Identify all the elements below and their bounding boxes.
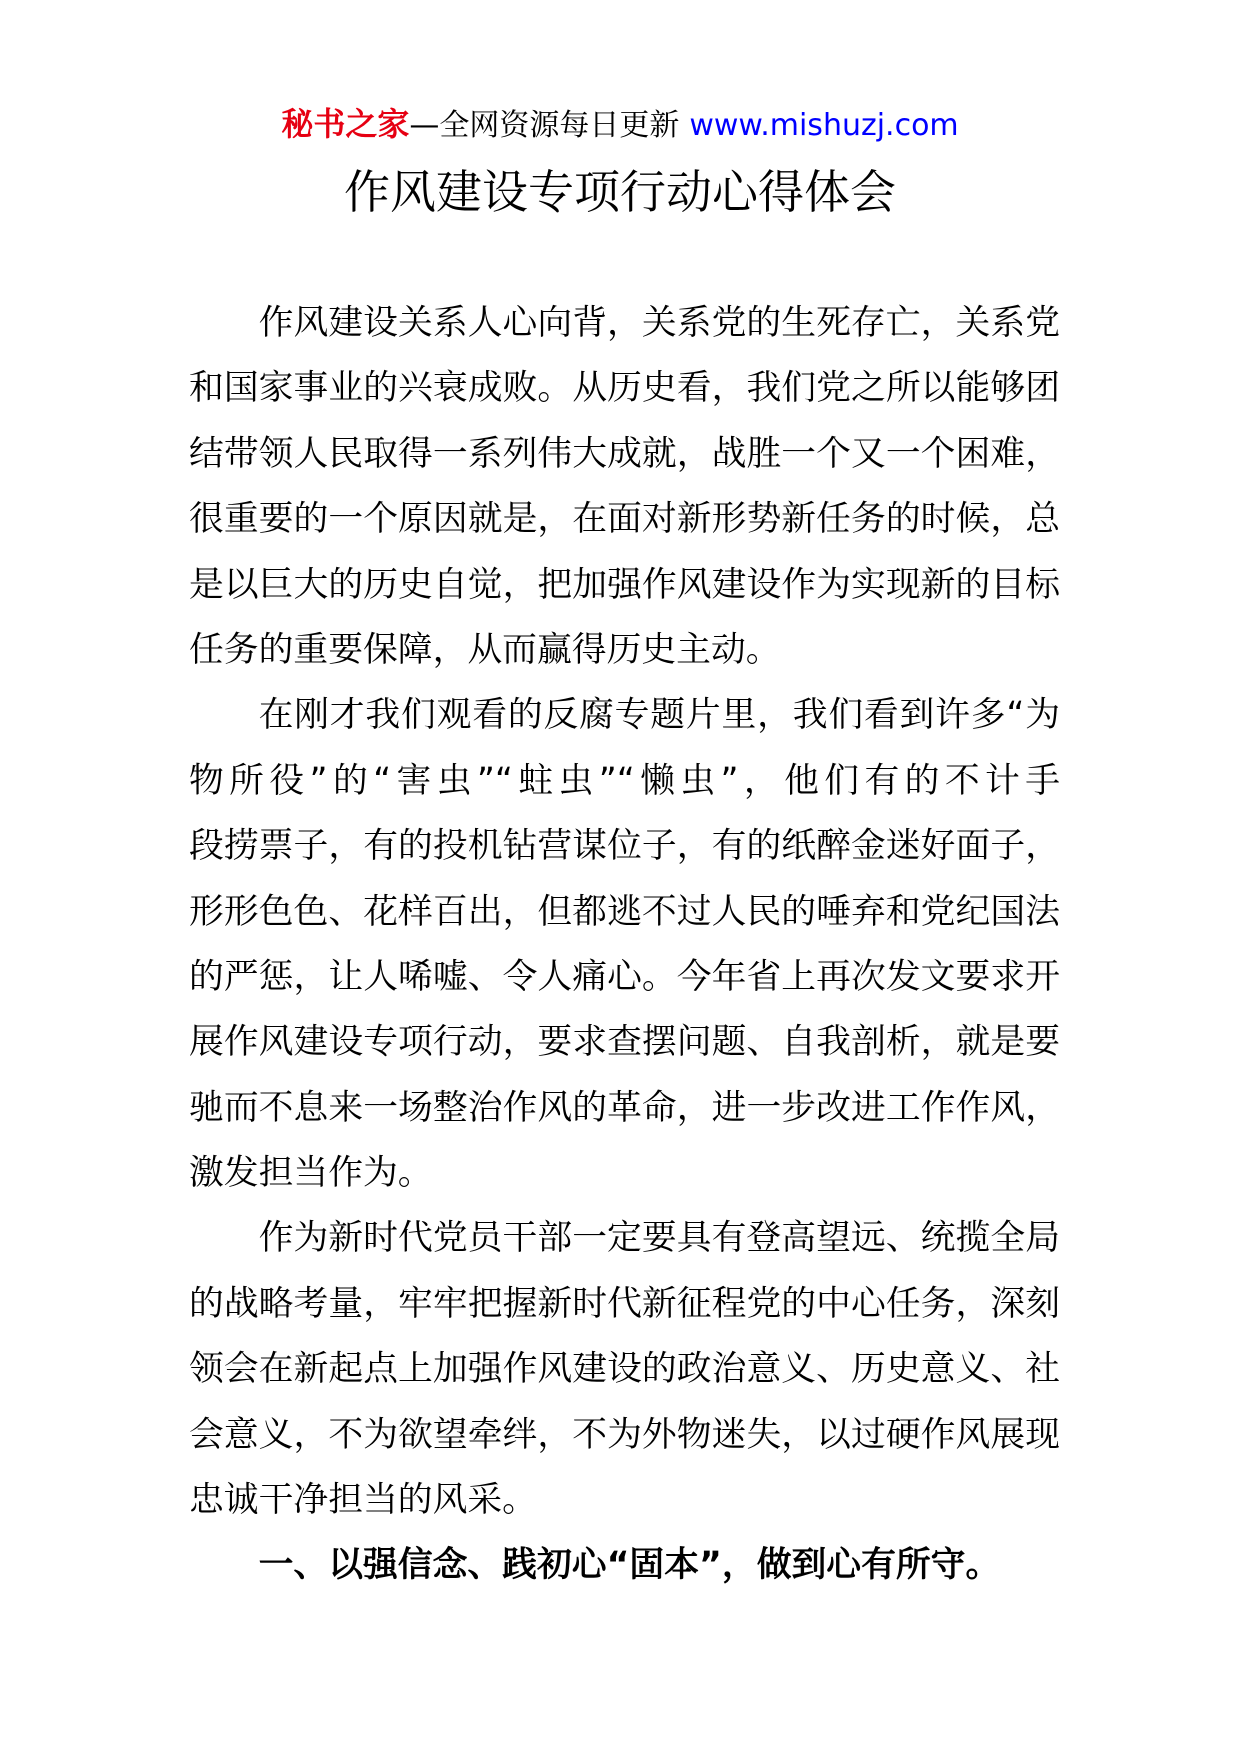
site-banner [0,104,1240,144]
site-url-link[interactable]: www.mishuzj.com [689,108,959,143]
section-heading: 一、以强信念、践初心“固本”，做到心有所守。 [258,1545,1001,1586]
paragraph [189,291,1060,683]
paragraph-line: 的战略考量，牢牢把握新时代新征程党的中心任务，深刻 [189,1283,1060,1324]
paragraph-line: 段捞票子，有的投机钻营谋位子，有的纸醉金迷好面子， [189,826,1060,867]
document-body [189,291,1060,1599]
paragraph [189,1206,1060,1533]
paragraph-line: 激发担当作为。 [189,1153,433,1194]
paragraph-line: 领会在新起点上加强作风建设的政治意义、历史意义、社 [189,1349,1060,1390]
paragraph-line: 任务的重要保障，从而赢得历史主动。 [189,629,781,670]
paragraph-line: 作风建设关系人心向背，关系党的生死存亡，关系党 [258,303,1060,343]
paragraph-line: 在刚才我们观看的反腐专题片里，我们看到许多“为 [258,695,1060,736]
paragraph-line: 物所役”的“害虫”“蛀虫”“懒虫”，他们有的不计手 [189,760,1060,801]
paragraph-line: 作为新时代党员干部一定要具有登高望远、统揽全局 [258,1218,1060,1259]
paragraph-line: 结带领人民取得一系列伟大成就，战胜一个又一个困难， [189,433,1060,474]
paragraph-line: 驰而不息来一场整治作风的革命，进一步改进工作作风， [189,1087,1060,1128]
site-brand-name: 秘书之家 [281,105,410,143]
paragraph-line: 和国家事业的兴衰成败。从历史看，我们党之所以能够团 [189,368,1060,409]
paragraph [189,683,1060,1206]
paragraph-line: 形形色色、花样百出，但都逃不过人民的唾弃和党纪国法 [189,891,1060,932]
paragraph-line: 的严惩，让人唏嘘、令人痛心。今年省上再次发文要求开 [189,956,1060,997]
paragraph-line: 会意义，不为欲望牵绊，不为外物迷失，以过硬作风展现 [189,1414,1060,1455]
paragraph-line: 忠诚干净担当的风采。 [189,1480,537,1521]
paragraph-line: 很重要的一个原因就是，在面对新形势新任务的时候，总 [189,499,1060,540]
paragraph-line: 是以巨大的历史自觉，把加强作风建设作为实现新的目标 [189,564,1060,605]
document-title: 作风建设专项行动心得体会 [344,165,896,219]
paragraph-line: 展作风建设专项行动，要求查摆问题、自我剖析，就是要 [189,1022,1060,1063]
site-tagline: —全网资源每日更新 [409,108,680,143]
